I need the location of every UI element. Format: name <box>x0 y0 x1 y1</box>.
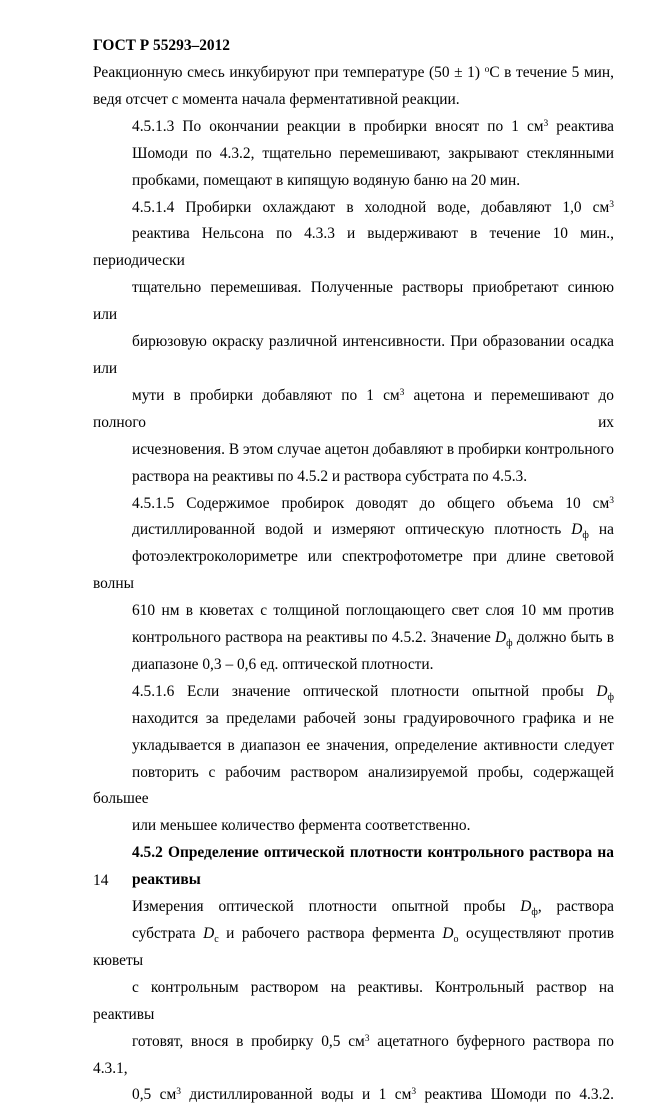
text-line: 610 нм в кюветах с толщиной поглощающего свет слоя 10 мм против <box>132 602 614 620</box>
text-line: 4.5.1.4 Пробирки охлаждают в холодной воде, добавляют 1,0 $см^3$ <box>132 198 614 216</box>
text-line: повторить с рабочим раствором анализируемой пробы, содержащей большее <box>93 763 614 808</box>
paragraph-4-5-2 <box>93 894 614 1109</box>
paragraph-incubation <box>93 60 614 114</box>
text-line: 0,5 $см^3$ дистиллированной воды и 1 $см^3$ реактива Шомоди по 4.3.2. <box>132 1086 614 1104</box>
text-line: дистиллированной водой и измеряют оптическую плотность $D_ф$ на <box>132 521 614 542</box>
text-line: укладывается в диапазон ее значения, определение активности следует <box>132 736 614 754</box>
document-header: ГОСТ Р 55293–2012 <box>93 37 230 54</box>
text-line: Шомоди по 4.3.2, тщательно перемешивают, закрывают стеклянными <box>132 144 614 162</box>
text-line: Измерения оптической плотности опытной пробы $D_ф$, раствора <box>132 898 614 919</box>
text-line: раствора на реактивы по 4.5.2 и раствора субстрата по 4.5.3. <box>132 467 528 485</box>
text-line: контрольного раствора на реактивы по 4.5.2. Значение $D_ф$ должно быть в <box>132 629 614 650</box>
text-line: 4.5.1.3 По окончании реакции в пробирки вносят по 1 $см^3$ реактива <box>132 117 614 135</box>
text-line: с контрольным раствором на реактивы. Контрольный раствор на реактивы <box>93 978 614 1023</box>
text-line: реактива Нельсона по 4.3.3 и выдерживают в течение 10 мин., периодически <box>93 225 614 270</box>
text-line: 4.5.2 Определение оптической плотности контрольного раствора на <box>132 844 614 862</box>
page-body <box>93 60 614 1109</box>
text-line: Реакционную смесь инкубируют при температуре (50 ± 1) $^о$С в течение 5 мин, <box>93 64 615 81</box>
paragraph-4-5-1-3 <box>93 114 614 195</box>
text-line: субстрата $D_с$ и рабочего раствора фермента $D_о$ осуществляют против кюветы <box>93 925 615 969</box>
section-heading-4-5-2 <box>93 840 614 894</box>
text-line: диапазоне 0,3 – 0,6 ед. оптической плотности. <box>132 655 434 673</box>
paragraph-4-5-1-5 <box>93 491 614 679</box>
text-line: 4.5.1.6 Если значение оптической плотности опытной пробы $D_ф$ <box>132 682 614 703</box>
text-line: готовят, внося в пробирку 0,5 $см^3$ ацетатного буферного раствора по 4.3.1, <box>93 1032 614 1077</box>
text-line: находится за пределами рабочей зоны градуировочного графика и не <box>132 709 614 727</box>
text-line: исчезновения. В этом случае ацетон добавляют в пробирки контрольного <box>132 440 614 458</box>
page-number: 14 <box>93 872 109 889</box>
text-line: или меньшее количество фермента соответственно. <box>132 817 471 835</box>
text-line: тщательно перемешивая. Полученные растворы приобретают синюю или <box>93 279 614 324</box>
text-line: фотоэлектроколориметре или спектрофотометре при длине световой волны <box>93 548 614 593</box>
text-line: 4.5.1.5 Содержимое пробирок доводят до общего объема 10 $см^3$ <box>132 494 614 512</box>
text-line: ведя отсчет с момента начала ферментативной реакции. <box>93 90 460 108</box>
text-line: мути в пробирки добавляют по 1 $см^3$ ацетона и перемешивают до полного их <box>93 386 614 431</box>
paragraph-4-5-1-6 <box>93 679 614 840</box>
text-line: бирюзовую окраску различной интенсивности. При образовании осадка или <box>93 333 614 377</box>
text-line: пробками, помещают в кипящую водяную баню на 20 мин. <box>132 171 521 189</box>
paragraph-4-5-1-4 <box>93 195 614 491</box>
text-line: реактивы <box>132 871 201 889</box>
